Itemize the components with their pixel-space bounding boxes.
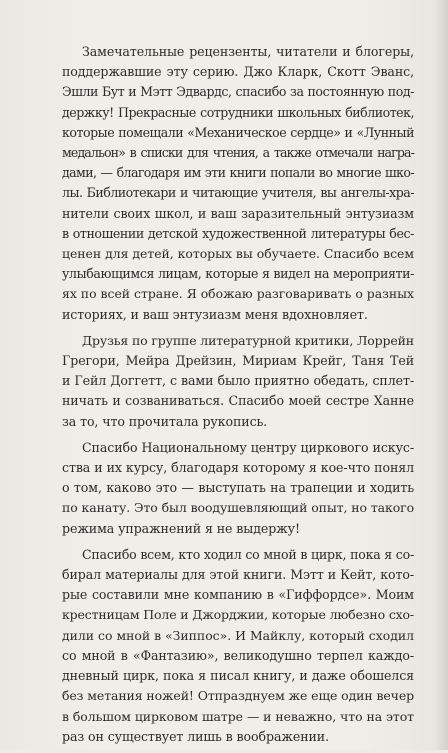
text-line: Спасибо Национальному центру циркового искус-	[82, 439, 414, 455]
text-line: без метания ножей! Отпразднуем же еще один вечер	[62, 688, 414, 704]
text-line: которые помещали «Механическое сердце» и «Лунный	[62, 124, 414, 140]
text-line: Эшли Бут и Мэтт Эдвардс, спасибо за постоянную под-	[62, 84, 414, 100]
text-line: по канату. Это был воодушевляющий опыт, но такого	[62, 500, 414, 516]
text-line: ях по всей стране. Я обожаю разговаривать о разных	[62, 286, 414, 302]
text-line: дили со мной в «Зиппос». И Майклу, который сходил	[62, 627, 414, 643]
text-line: дами, — благодаря им эти книги попали во многие шко-	[62, 165, 414, 181]
text-line: поддержавшие эту серию. Джо Кларк, Скотт Эванс,	[62, 64, 414, 80]
text-line: ничать и созваниваться. Спасибо моей сестре Ханне	[62, 393, 414, 409]
text-line: ценен для детей, которых вы обучаете. Спасибо всем	[62, 246, 414, 262]
text-line: дневный цирк, пока я писал книгу, и даже обошелся	[62, 668, 414, 684]
paragraph	[62, 545, 414, 747]
text-line: медальон» в списки для чтения, а также отмечали награ-	[62, 145, 414, 161]
paragraph	[62, 42, 414, 325]
text-line: и Гейл Доггетт, с вами было приятно обедать, сплет-	[62, 373, 414, 389]
text-line: крестницам Поле и Джорджии, которые любезно схо-	[62, 607, 414, 623]
text-line: рые составили мне компанию в «Гиффордсе». Моим	[62, 587, 414, 603]
text-line: бирал материалы для этой книги. Мэтт и Кейт, кото-	[62, 567, 414, 583]
text-line: держку! Прекрасные сотрудники школьных библиотек,	[62, 104, 414, 120]
paragraph	[62, 331, 414, 432]
page-text	[62, 42, 414, 753]
text-line: лы. Библиотекари и читающие учителя, вы ангелы-хра-	[62, 185, 414, 201]
text-line: режима упражнений я не выдержу!	[62, 520, 300, 536]
paragraph	[62, 438, 414, 539]
text-line: Друзья по группе литературной критики, Лоррейн	[82, 332, 414, 348]
text-line: раз он существует лишь в воображении.	[62, 728, 329, 744]
text-line: Замечательные рецензенты, читатели и блогеры,	[82, 44, 414, 59]
text-line: улыбающимся лицам, которые я видел на мероприяти-	[62, 266, 414, 282]
page-edge-shadow	[434, 0, 448, 750]
text-line: Грегори, Мейра Дрейзин, Мириам Крейг, Таня Тей	[62, 353, 414, 369]
text-line: за то, что прочитала рукопись.	[62, 413, 268, 429]
text-line: историях, и ваш энтузиазм меня вдохновляет.	[62, 306, 368, 322]
text-line: Спасибо всем, кто ходил со мной в цирк, пока я со-	[82, 546, 414, 562]
text-line: со мной в «Фантазию», великодушно терпел каждо-	[62, 647, 414, 663]
text-line: нители своих школ, и ваш заразительный энтузиазм	[62, 205, 414, 221]
text-line: ства и их курсу, благодаря которому я кое-что понял	[62, 460, 414, 476]
text-line: в большом цирковом шатре — и неважно, что на этот	[62, 708, 414, 724]
text-line: о том, каково это — выступать на трапеции и ходить	[62, 480, 414, 496]
text-line: в отношении детской художественной литературы бес-	[62, 225, 414, 241]
